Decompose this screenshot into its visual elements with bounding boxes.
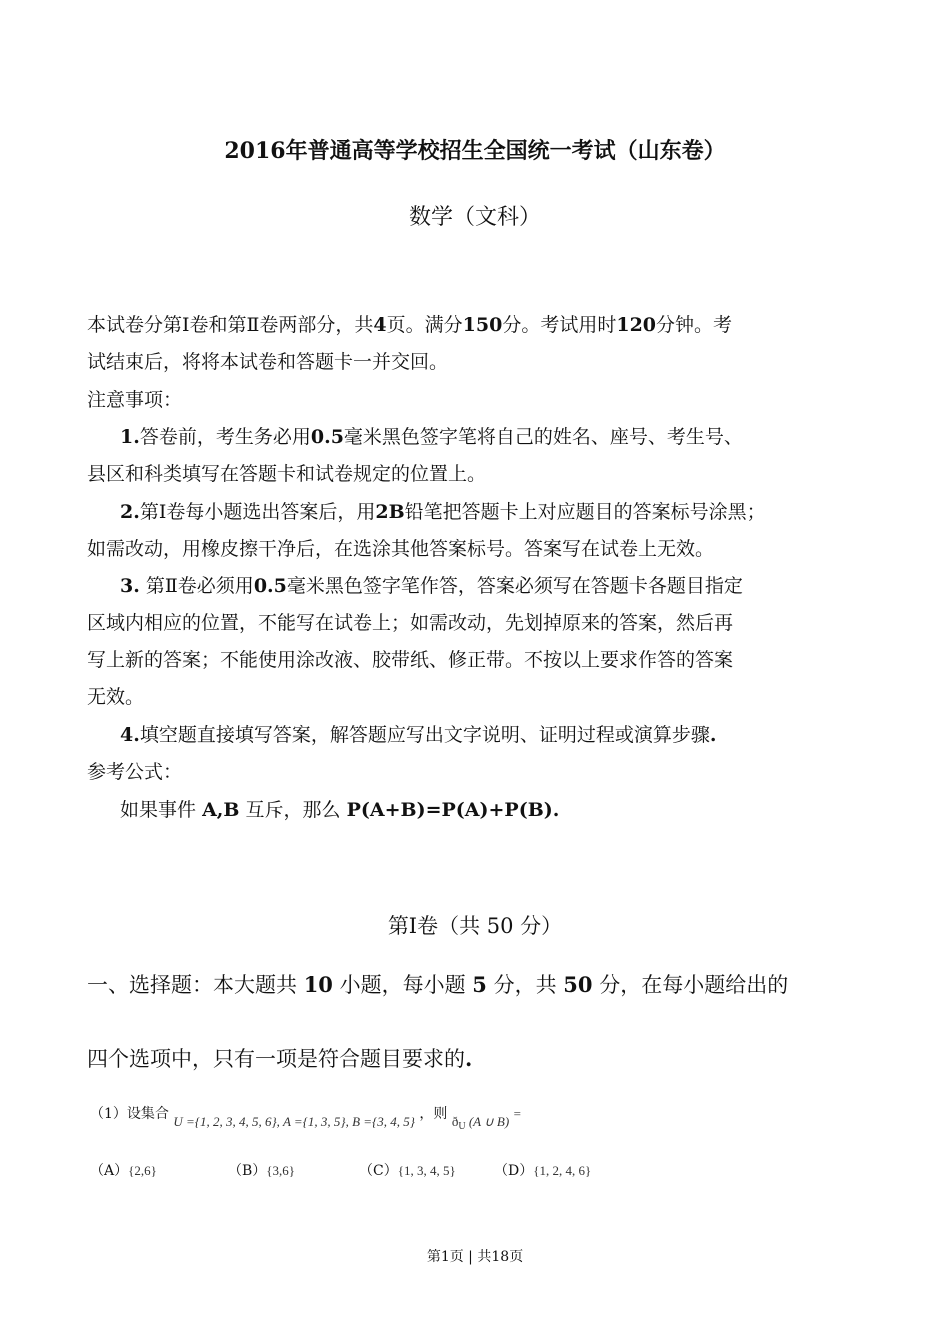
section-instructions-line-2: 四个选项中，只有一项是符合题目要求的. <box>87 1046 473 1071</box>
total-pages: 18 <box>491 1249 510 1265</box>
question-1-sets: U ={1, 2, 3, 4, 5, 6}, A ={1, 3, 5}, B ={3, 4, 5} <box>173 1114 415 1129</box>
notice-item-3-line-4: 无效。 <box>87 686 145 708</box>
notice-item-3-line-3: 写上新的答案；不能使用涂改液、胶带纸、修正带。不按以上要求作答的答案 <box>87 649 734 671</box>
page-count: 4 <box>373 314 387 336</box>
notice-item-4: 4.填空题直接填写答案，解答题应写出文字说明、证明过程或演算步骤. <box>120 724 717 746</box>
current-page: 1 <box>440 1249 450 1265</box>
exam-time: 120 <box>616 314 657 336</box>
question-1-option-a: （A）{2,6} <box>90 1163 157 1179</box>
exam-subject: 数学（文科） <box>408 205 541 230</box>
intro-line-2: 试结束后，将将本试卷和答题卡一并交回。 <box>87 351 449 373</box>
question-1-expression: $ð_U$ (A ∪ B) <box>451 1114 510 1132</box>
notice-item-1-line-2: 县区和科类填写在答题卡和试卷规定的位置上。 <box>87 463 487 485</box>
notice-item-1: 1.答卷前，考生务必用0.5毫米黑色签字笔将自己的姓名、座号、考生号、 <box>120 426 743 448</box>
probability-formula: P(A+B)=P(A)+P(B). <box>346 799 560 821</box>
question-1-option-c: （C）{1, 3, 4, 5} <box>359 1163 456 1179</box>
notice-item-3: 3. 第Ⅱ卷必须用0.5毫米黑色签字笔作答，答案必须写在答题卡各题目指定 <box>120 575 743 597</box>
notice-item-2-line-2: 如需改动，用橡皮擦干净后，在选涂其他答案标号。答案写在试卷上无效。 <box>87 538 715 560</box>
exam-title: 2016年普通高等学校招生全国统一考试（山东卷） <box>224 138 726 164</box>
notice-label: 注意事项： <box>87 389 183 411</box>
question-1-option-b: （B）{3,6} <box>228 1163 296 1179</box>
intro-line-1: 本试卷分第Ⅰ卷和第Ⅱ卷两部分，共4页。满分150分。考试用时120分钟。考 <box>87 314 733 336</box>
question-1-stem: （1）设集合 U ={1, 2, 3, 4, 5, 6}, A ={1, 3, 5}, B ={3, 4, 5} ，则 $ð_U$ (A ∪ B) = <box>90 1106 521 1132</box>
formula-line: 如果事件 A,B 互斥，那么 P(A+B)=P(A)+P(B). <box>120 799 560 821</box>
question-1-option-d: （D）{1, 2, 4, 6} <box>494 1163 592 1179</box>
section-title: 第Ⅰ卷（共 50 分） <box>387 914 563 938</box>
full-score: 150 <box>462 314 503 336</box>
notice-item-3-line-2: 区域内相应的位置，不能写在试卷上；如需改动，先划掉原来的答案，然后再 <box>87 612 734 634</box>
notice-item-2: 2.第Ⅰ卷每小题选出答案后，用2B铅笔把答题卡上对应题目的答案标号涂黑； <box>120 501 766 523</box>
section-instructions-line-1: 一、选择题：本大题共 10 小题，每小题 5 分，共 50 分，在每小题给出的 <box>87 972 789 997</box>
page-footer: 第1页 | 共18页 <box>426 1249 524 1265</box>
formula-label: 参考公式： <box>87 761 183 783</box>
